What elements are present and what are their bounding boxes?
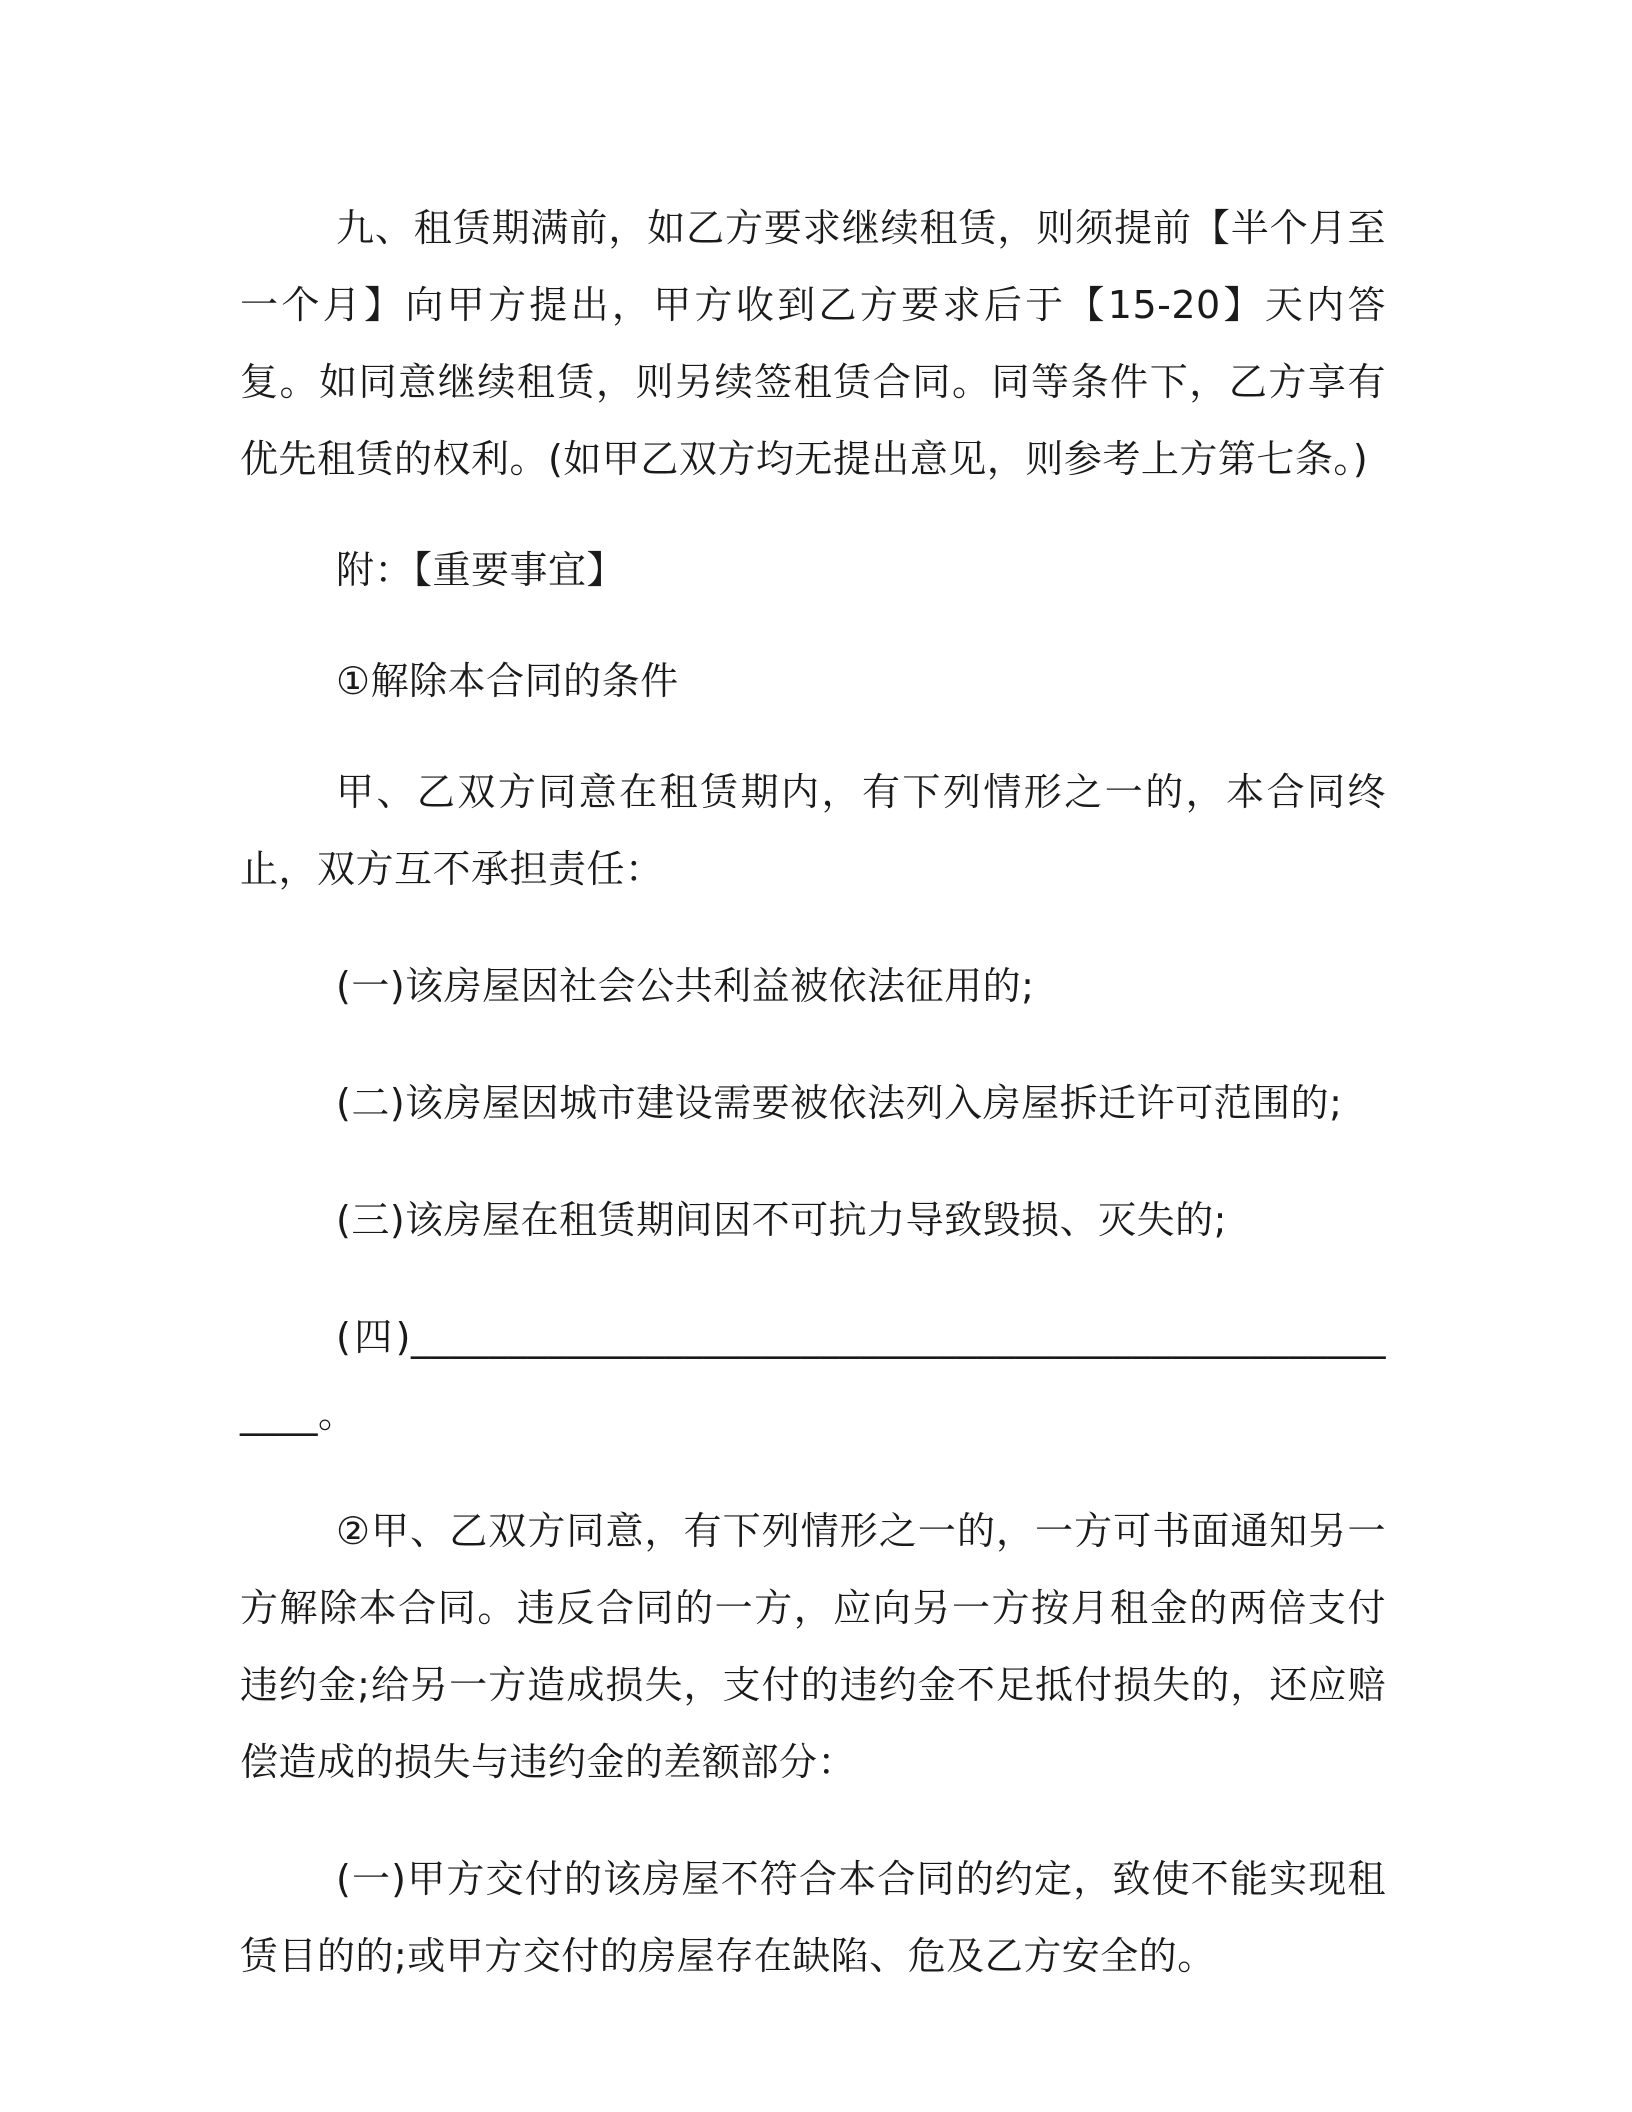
termination-conditions-heading: ①解除本合同的条件 bbox=[336, 659, 679, 703]
clause-nine-renewal: 九、租赁期满前，如乙方要求继续租赁，则须提前【半个月至一个月】向甲方提出，甲方收到乙方要求后于【15-20】天内答复。如同意继续租赁，则另续签租赁合同。同等条件下，乙方享有优先租赁的权利。(如甲乙双方均无提出意见，则参考上方第七条。) bbox=[240, 206, 1386, 481]
termination-item-1: (一)该房屋因社会公共利益被依法征用的; bbox=[336, 964, 1035, 1008]
termination-item-3: (三)该房屋在租赁期间因不可抗力导致毁损、灭失的; bbox=[336, 1198, 1227, 1242]
appendix-heading: 附：【重要事宜】 bbox=[336, 548, 626, 592]
rescission-item-1: (一)甲方交付的该房屋不符合本合同的约定，致使不能实现租赁目的的;或甲方交付的房屋存在缺陷、危及乙方安全的。 bbox=[240, 1857, 1386, 1978]
document-body bbox=[240, 190, 1386, 1995]
termination-item-4-blank: (四)______________________________________________________。 bbox=[240, 1315, 1386, 1436]
rescission-conditions: ②甲、乙双方同意，有下列情形之一的，一方可书面通知另一方解除本合同。违反合同的一方，应向另一方按月租金的两倍支付违约金;给另一方造成损失，支付的违约金不足抵付损失的，还应赔偿造成的损失与违约金的差额部分： bbox=[240, 1509, 1386, 1784]
termination-intro: 甲、乙双方同意在租赁期内，有下列情形之一的，本合同终止，双方互不承担责任： bbox=[240, 770, 1386, 891]
termination-item-2: (二)该房屋因城市建设需要被依法列入房屋拆迁许可范围的; bbox=[336, 1081, 1343, 1125]
